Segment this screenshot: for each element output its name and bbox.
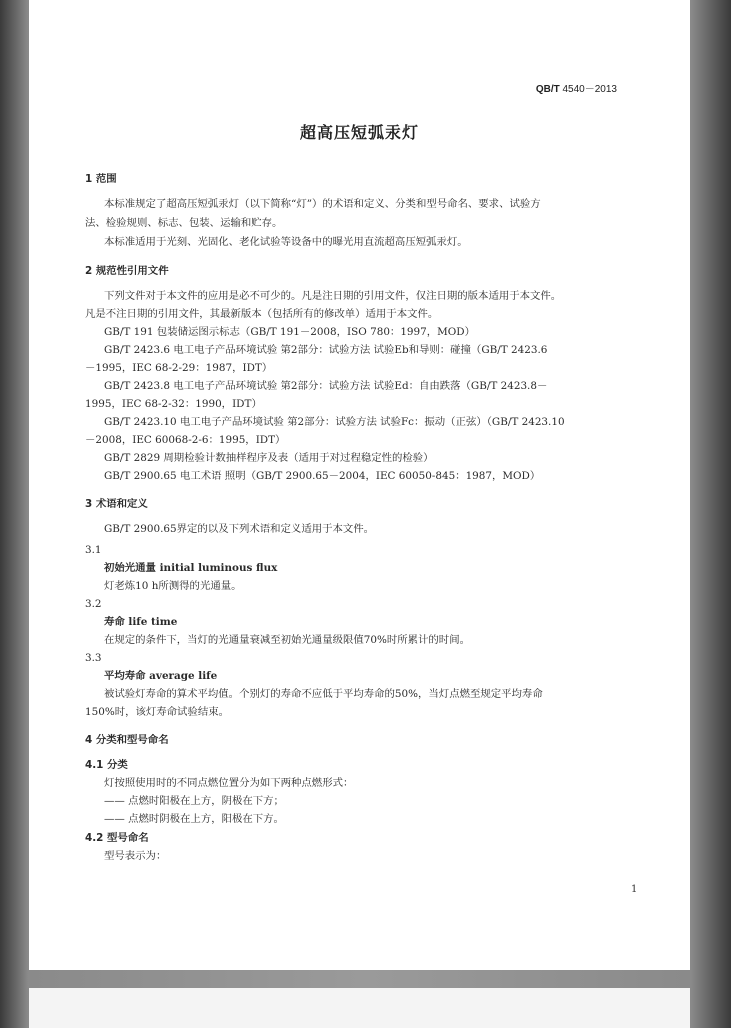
term-definition: 在规定的条件下，当灯的光通量衰减至初始光通量级限值70%时所累计的时间。 [104,634,470,646]
term-definition: 被试验灯寿命的算术平均值。个别灯的寿命不应低于平均寿命的50%，当灯点燃至规定平均寿命 [104,688,543,700]
subsection-heading: 4.1 分类 [85,759,128,771]
subsection-heading: 4.2 型号命名 [85,832,149,844]
reference-line: －2008，IEC 60068-2-6：1995，IDT） [85,434,286,446]
term-definition: 150%时，该灯寿命试验结束。 [85,706,230,718]
paragraph-line: 本标准适用于光刻、光固化、老化试验等设备中的曝光用直流超高压短弧汞灯。 [104,236,468,248]
standard-code-number: 4540－2013 [562,84,617,95]
page-number: 1 [631,884,638,895]
document-page [29,0,690,970]
section-heading-3: 3 术语和定义 [85,498,148,510]
paragraph-line: 凡是不注日期的引用文件，其最新版本（包括所有的修改单）适用于本文件。 [85,308,439,320]
reference-line: GB/T 191 包装储运图示标志（GB/T 191－2008，ISO 780：1997，MOD） [104,326,476,338]
clause-number: 3.3 [85,652,102,664]
clause-number: 3.1 [85,544,102,556]
paragraph-line: GB/T 2900.65界定的以及下列术语和定义适用于本文件。 [104,523,375,535]
list-item: —— 点燃时阴极在上方，阳极在下方。 [104,813,284,825]
standard-code-prefix: QB/T [535,84,560,95]
reference-line: GB/T 2900.65 电工术语 照明（GB/T 2900.65－2004，IEC 60050-845：1987，MOD） [104,470,541,482]
term-heading: 寿命 life time [104,616,178,628]
reference-line: GB/T 2423.6 电工电子产品环境试验 第2部分：试验方法 试验Eb和导则：碰撞（GB/T 2423.6 [104,344,548,356]
paragraph-line: 本标准规定了超高压短弧汞灯（以下简称“灯”）的术语和定义、分类和型号命名、要求、试验方 [104,198,541,210]
paragraph-line: 灯按照使用时的不同点燃位置分为如下两种点燃形式： [104,777,354,789]
term-heading: 初始光通量 initial luminous flux [104,562,278,574]
reference-line: GB/T 2423.10 电工电子产品环境试验 第2部分：试验方法 试验Fc：振动（正弦）（GB/T 2423.10 [104,416,565,428]
section-heading-2: 2 规范性引用文件 [85,265,169,277]
reference-line: －1995，IEC 68-2-29：1987，IDT） [85,362,273,374]
reference-line: 1995，IEC 68-2-32：1990，IDT） [85,398,262,410]
term-heading: 平均寿命 average life [104,670,218,682]
list-item: —— 点燃时阳极在上方，阴极在下方； [104,795,284,807]
term-definition: 灯老炼10 h所测得的光通量。 [104,580,242,592]
document-title: 超高压短弧汞灯 [299,123,419,142]
clause-number: 3.2 [85,598,102,610]
paragraph-line: 型号表示为： [104,850,167,862]
next-page-edge [29,988,690,1028]
section-heading-4: 4 分类和型号命名 [85,734,169,746]
paragraph-line: 下列文件对于本文件的应用是必不可少的。凡是注日期的引用文件，仅注日期的版本适用于本文件。 [104,290,562,302]
section-heading-1: 1 范围 [85,173,117,185]
standard-code [536,80,617,95]
paragraph-line: 法、检验规则、标志、包装、运输和贮存。 [85,217,283,229]
reference-line: GB/T 2423.8 电工电子产品环境试验 第2部分：试验方法 试验Ed：自由跌落（GB/T 2423.8－ [104,380,548,392]
reference-line: GB/T 2829 周期检验计数抽样程序及表（适用于对过程稳定性的检验） [104,452,434,464]
